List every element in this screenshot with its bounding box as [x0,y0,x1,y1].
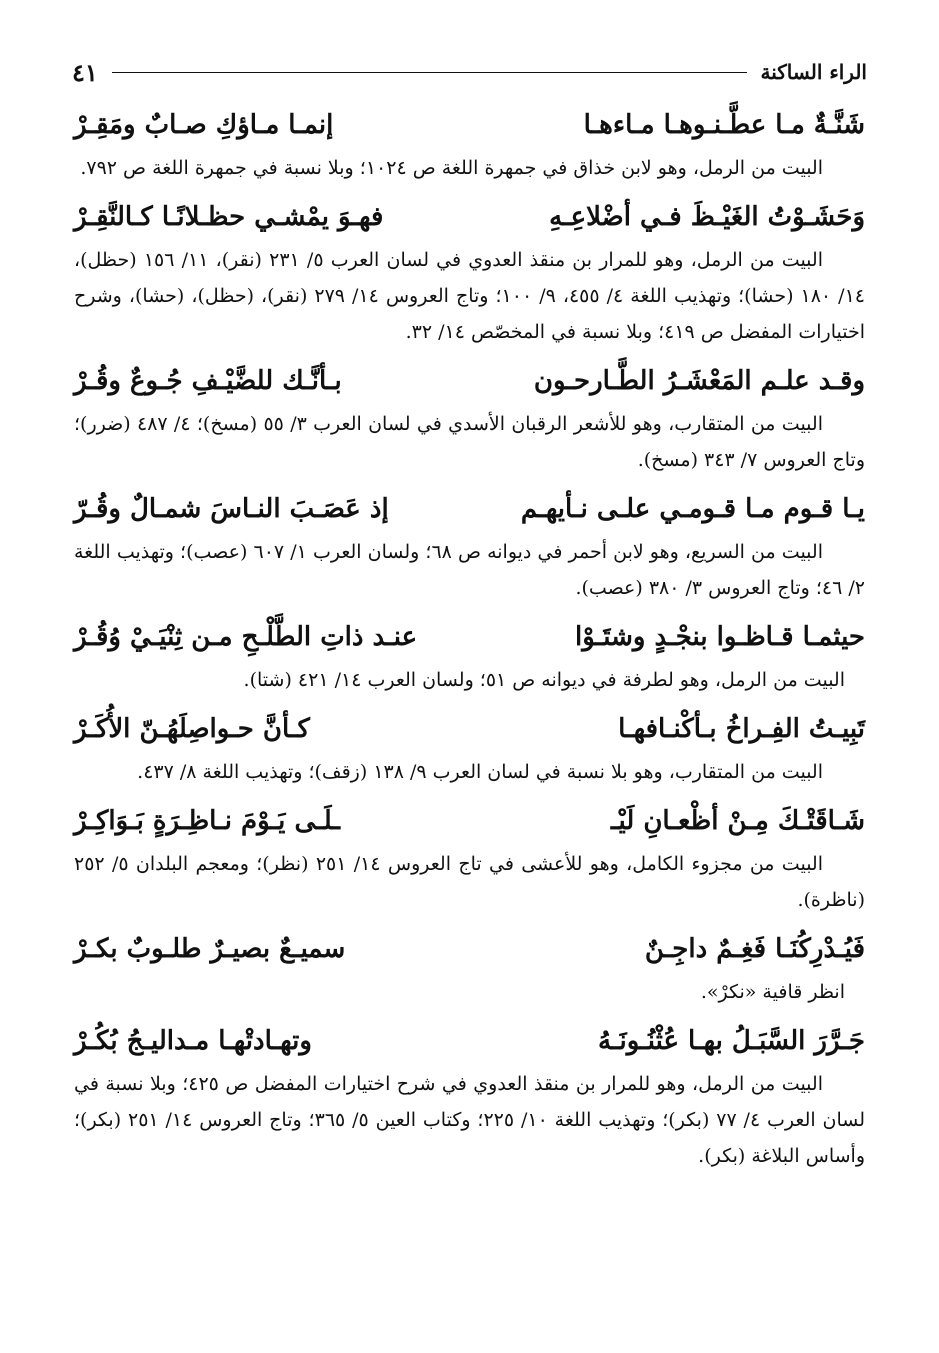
verse-second-hemistich: إنمـا مـاؤكِ صـابٌ ومَقِـرْ [74,110,334,140]
verse-note: البيت من الرمل، وهو للمرار بن منقذ العدوي في شرح اختيارات المفضل ص ٤٢٥؛ وبلا نسبة في لسان العرب ٤/ ٧٧ (بكر)؛ وتهذيب اللغة ١٠/ ٢٢٥؛ وكتاب العين ٥/ ٣٦٥؛ وتاج العروس ١٤/ ٢٥١ (بكر)؛ وأساس البلاغة (بكر). [74,1073,865,1167]
verse-note: البيت من الرمل، وهو للمرار بن منقذ العدوي في لسان العرب ٥/ ٢٣١ (نقر)، ١١/ ١٥٦ (حظل)، ١٤/ ١٨٠ (حشا)؛ وتهذيب اللغة ٤/ ٤٥٥، ٩/ ١٠٠؛ وتاج العروس ١٤/ ٢٧٩ (نقر)، (حظل)، (حشا)، وشرح اختيارات المفضل ص ٤١٩؛ وبلا نسبة في المخصّص ١٤/ ٣٢. [74,249,865,343]
entry [74,192,865,350]
verse [74,796,865,846]
entry [74,356,865,478]
verse-note: البيت من الرمل، وهو لابن خذاق في جمهرة اللغة ص ١٠٢٤؛ وبلا نسبة في جمهرة اللغة ص ٧٩٢. [80,157,823,179]
verse-second-hemistich: وتهـادتْهـا مـداليـجُ بُكُـرْ [74,1026,312,1056]
entry [74,612,865,698]
verse-second-hemistich: بـأنَّـك للضَّيْـفِ جُـوعٌ وقُـرْ [74,366,342,396]
verse [74,1016,865,1066]
verse-second-hemistich: ـلَـى يَـوْمَ نـاظِـرَةٍ بَـوَاكِـرْ [74,806,340,836]
verse-note: البيت من السريع، وهو لابن أحمر في ديوانه ص ٦٨؛ ولسان العرب ١/ ٦٠٧ (عصب)؛ وتهذيب اللغة ٢/ ٤٦؛ وتاج العروس ٣/ ٣٨٠ (عصب). [74,541,865,599]
verse [74,612,865,662]
verse-first-hemistich: وَحَشَـوْتُ الغَيْـظَ فـي أضْلاعِـهِ [549,202,865,232]
verse-first-hemistich: جَـرَّرَ السَّبَـلُ بهـا عُثْنُـونَـهُ [597,1026,865,1056]
verse [74,484,865,534]
verse [74,192,865,242]
chapter-title: الراء الساكنة [760,60,867,84]
entry [74,484,865,606]
verse-first-hemistich: يـا قـوم مـا قـومـي علـى نـأيهـم [520,494,865,524]
entry [74,1016,865,1174]
verse-first-hemistich: شَنَّـةٌ مـا عطَّـنـوهـا مـاءهـا [583,110,865,140]
verse-second-hemistich: إذ عَصَـبَ النـاسَ شمـالٌ وقُـرّ [74,494,389,524]
verse [74,704,865,754]
verse [74,356,865,406]
verse-second-hemistich: عنـد ذاتِ الطَّلْـحِ مـن ثِنْيَـيْ وُقُـرْ [74,622,418,652]
verse-first-hemistich: فَيُـدْرِكُنَـا فَغِـمٌ داجِـنٌ [644,934,865,964]
content [74,100,865,1180]
verse-note: البيت من مجزوء الكامل، وهو للأعشى في تاج العروس ١٤/ ٢٥١ (نظر)؛ ومعجم البلدان ٥/ ٢٥٢ (ناظرة). [74,853,865,911]
header-rule [112,72,747,73]
verse-note: انظر قافية «نكرْ». [700,981,845,1003]
verse-first-hemistich: شَـاقَتْـكَ مِـنْ أظْعـانِ لَيْـ [610,806,865,836]
verse-second-hemistich: فهـوَ يمْشـي حظـلانًـا كـالنَّقِـرْ [74,202,384,232]
verse-second-hemistich: كـأنَّ حـواصِلَهُـنّ الأُكَـرْ [74,714,310,744]
entry [74,704,865,790]
verse-second-hemistich: سميـعٌ بصيـرٌ طلـوبٌ بكـرْ [74,934,346,964]
verse-first-hemistich: تَبِيـتُ الفِـراخُ بـأكْنـافهـا [618,714,865,744]
entry [74,100,865,186]
verse-note: البيت من الرمل، وهو لطرفة في ديوانه ص ٥١؛ ولسان العرب ١٤/ ٤٢١ (شتا). [243,669,845,691]
verse [74,100,865,150]
entry [74,924,865,1010]
verse-note: البيت من المتقارب، وهو بلا نسبة في لسان العرب ٩/ ١٣٨ (زقف)؛ وتهذيب اللغة ٨/ ٤٣٧. [137,761,823,783]
verse-first-hemistich: حيثمـا قـاظـوا بنجْـدٍ وشتَـوْا [574,622,865,652]
entry [74,796,865,918]
verse-note: البيت من المتقارب، وهو للأشعر الرقبان الأسدي في لسان العرب ٣/ ٥٥ (مسخ)؛ ٤/ ٤٨٧ (ضرر)؛ وتاج العروس ٧/ ٣٤٣ (مسخ). [74,413,865,471]
verse [74,924,865,974]
page-header [72,52,867,92]
verse-first-hemistich: وقـد علـم المَعْشَـرُ الطَّـارحـون [533,366,865,396]
page-number: ٤١ [72,57,98,87]
